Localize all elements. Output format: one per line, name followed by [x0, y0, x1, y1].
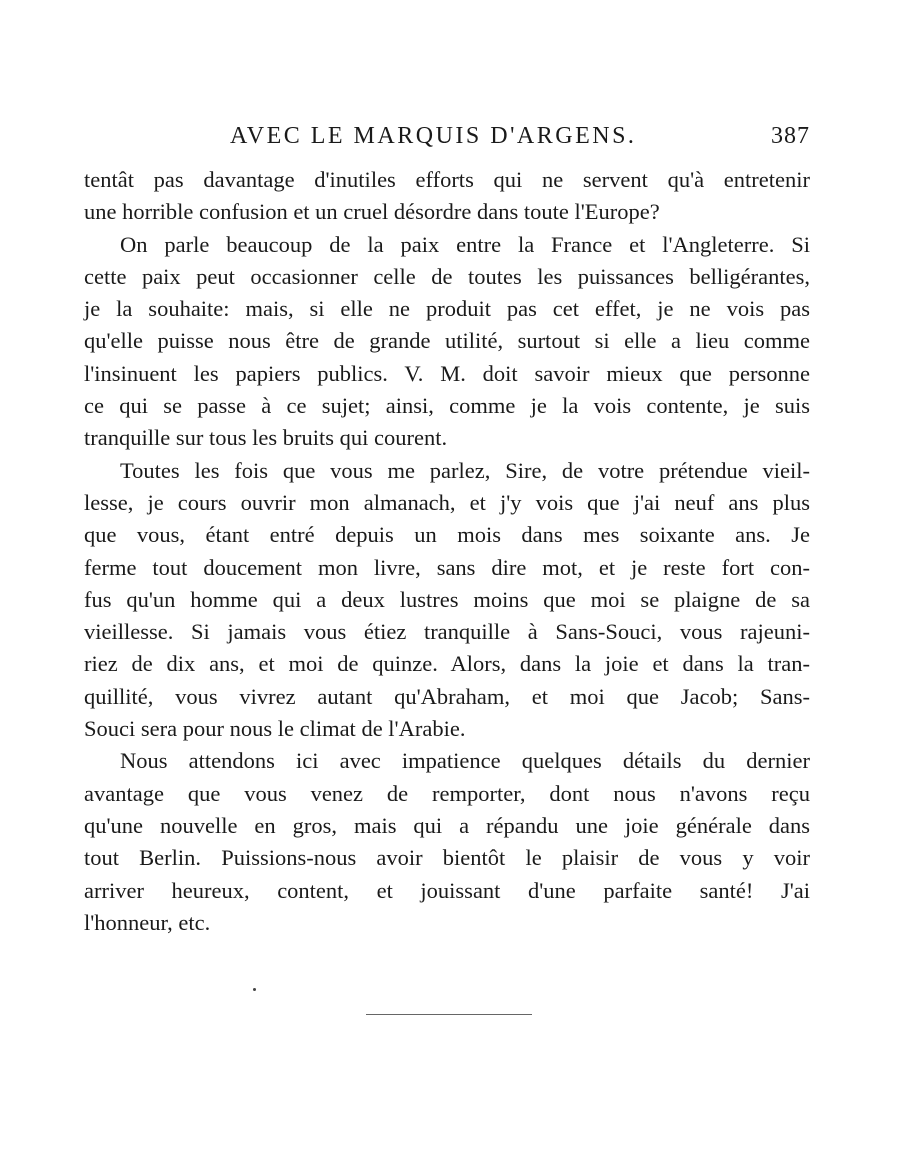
- end-rule: [366, 1014, 532, 1015]
- printer-mark: [253, 988, 256, 991]
- text-line: Toutes les fois que vous me parlez, Sire, de votre prétendue vieil-: [120, 457, 810, 483]
- text-line: tentât pas davantage d'inutiles efforts qui ne servent qu'à entretenir: [84, 167, 810, 192]
- body-text: [84, 164, 810, 939]
- text-line: tout Berlin. Puissions-nous avoir bientôt le plaisir de vous y voir: [84, 845, 810, 871]
- text-line: je la souhaite: mais, si elle ne produit pas cet effet, je ne vois pas: [84, 296, 810, 322]
- paragraph-3: [84, 455, 810, 746]
- text-line: vieillesse. Si jamais vous étiez tranquille à Sans-Souci, vous rajeuni-: [84, 619, 810, 645]
- text-line: riez de dix ans, et moi de quinze. Alors, dans la joie et dans la tran-: [84, 651, 810, 677]
- text-line: ce qui se passe à ce sujet; ainsi, comme je la vois contente, je suis: [84, 393, 810, 419]
- text-line: On parle beaucoup de la paix entre la France et l'Angleterre. Si: [120, 231, 810, 257]
- text-line: arriver heureux, content, et jouissant d'une parfaite santé! J'ai: [84, 877, 810, 903]
- text-line: cette paix peut occasionner celle de toutes les puissances belligérantes,: [84, 263, 810, 289]
- text-line: ferme tout doucement mon livre, sans dire mot, et je reste fort con-: [84, 554, 810, 580]
- text-line: quillité, vous vivrez autant qu'Abraham, et moi que Jacob; Sans-: [84, 683, 810, 709]
- text-line: une horrible confusion et un cruel désordre dans toute l'Europe?: [84, 199, 660, 225]
- paragraph-1: [84, 164, 810, 229]
- running-head: [84, 118, 810, 154]
- text-line: Souci sera pour nous le climat de l'Arabie.: [84, 716, 466, 742]
- paragraph-4: [84, 745, 810, 939]
- text-line: avantage que vous venez de remporter, dont nous n'avons reçu: [84, 780, 810, 806]
- text-line: Nous attendons ici avec impatience quelques détails du dernier: [120, 748, 810, 774]
- running-title: AVEC LE MARQUIS D'ARGENS.: [230, 123, 637, 149]
- text-line: l'honneur, etc.: [84, 909, 211, 935]
- text-line: fus qu'un homme qui a deux lustres moins que moi se plaigne de sa: [84, 586, 810, 612]
- page-number: 387: [771, 123, 810, 149]
- text-line: qu'elle puisse nous être de grande utilité, surtout si elle a lieu comme: [84, 328, 810, 354]
- paragraph-2: [84, 229, 810, 455]
- text-line: qu'une nouvelle en gros, mais qui a répandu une joie générale dans: [84, 812, 810, 838]
- text-line: tranquille sur tous les bruits qui courent.: [84, 425, 448, 451]
- text-line: que vous, étant entré depuis un mois dans mes soixante ans. Je: [84, 522, 810, 548]
- text-line: lesse, je cours ouvrir mon almanach, et j'y vois que j'ai neuf ans plus: [84, 489, 810, 515]
- text-line: l'insinuent les papiers publics. V. M. doit savoir mieux que personne: [84, 360, 810, 386]
